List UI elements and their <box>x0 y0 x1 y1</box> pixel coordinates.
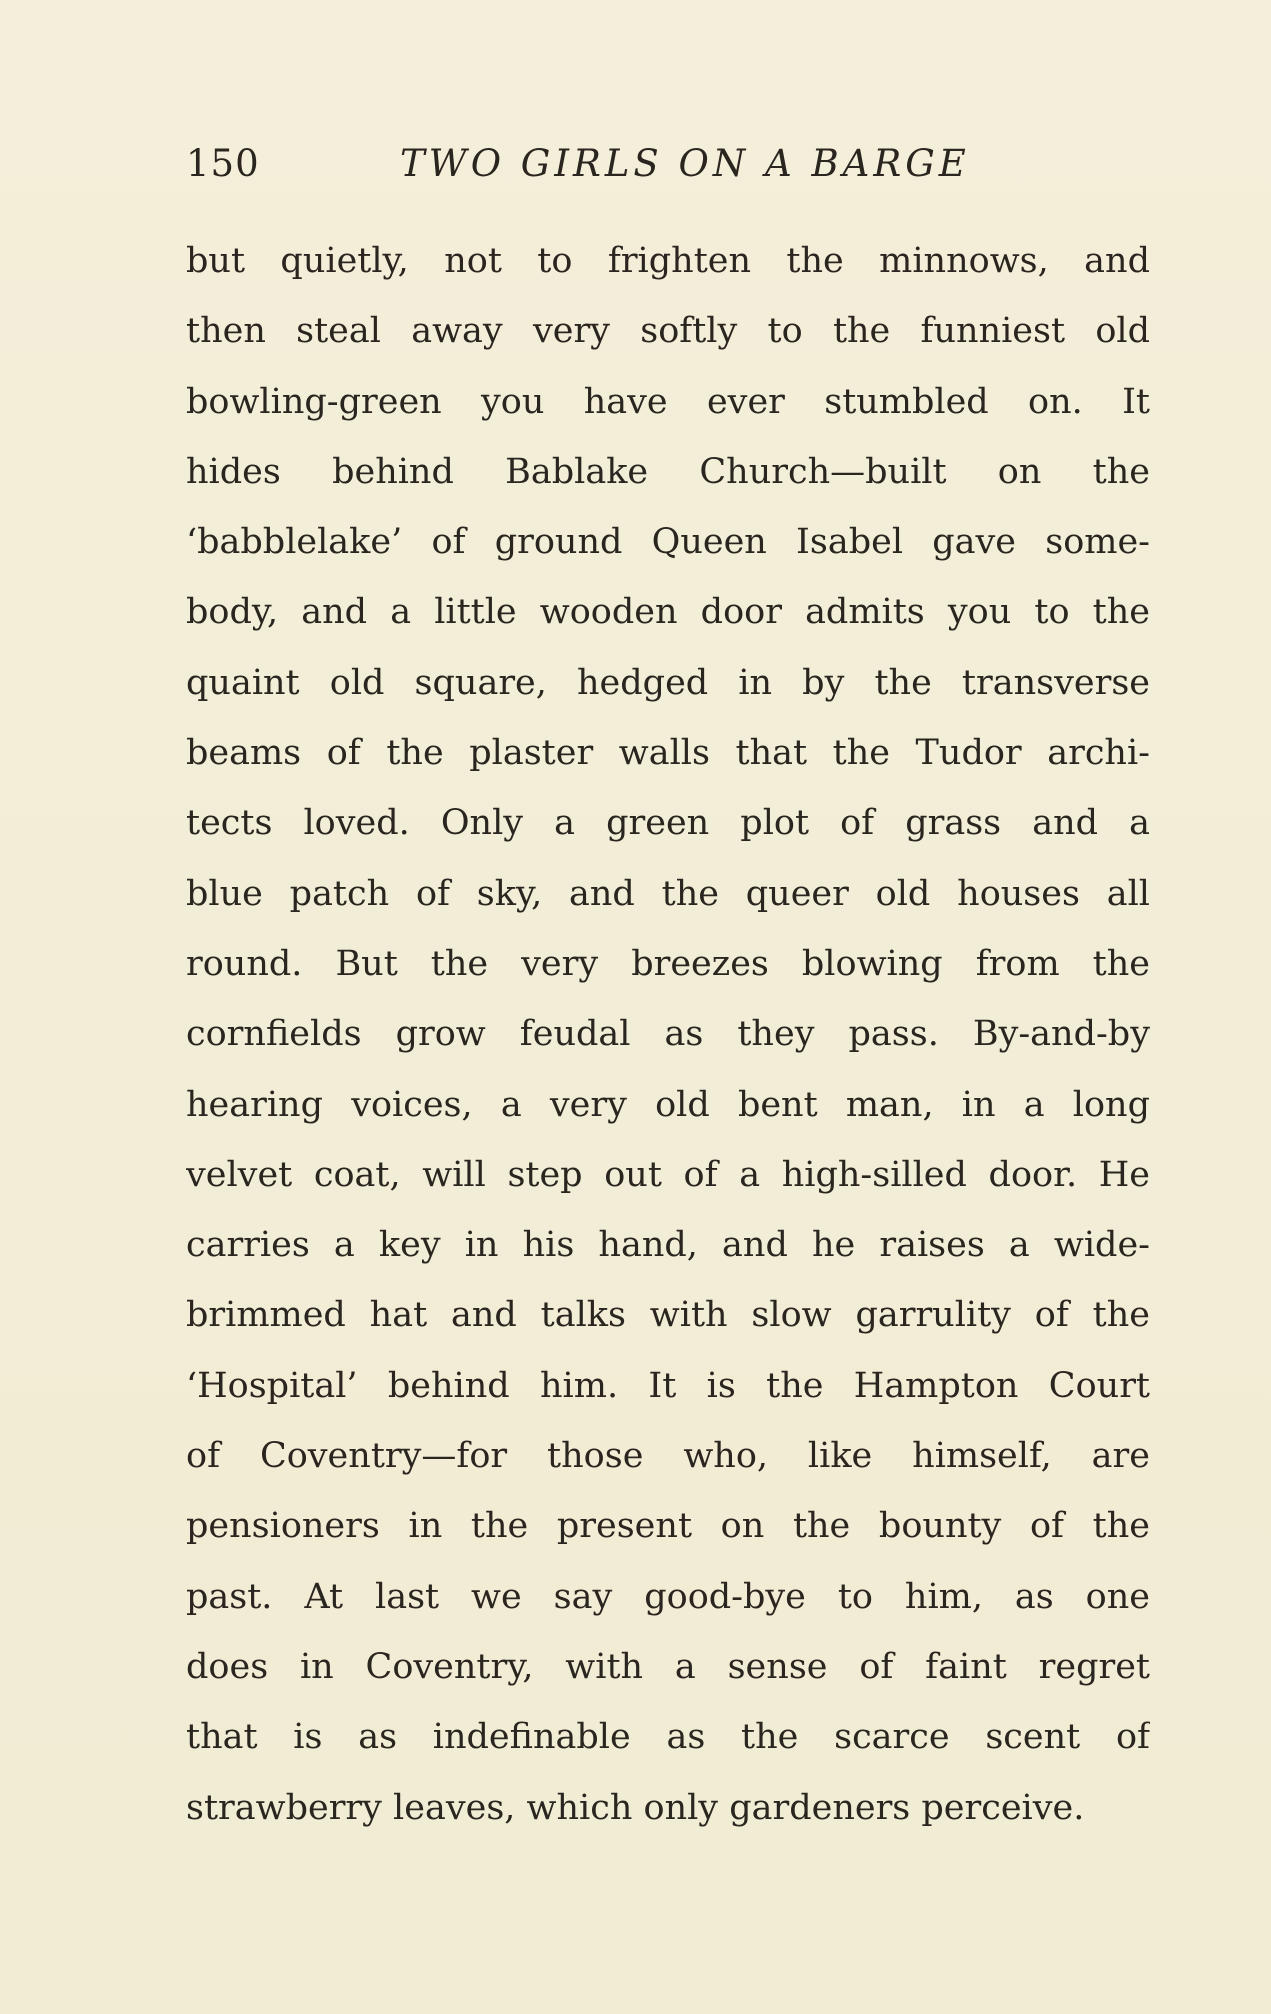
text-line: round. But the very breezes blowing from the <box>186 943 1150 984</box>
text-line: ‘babblelake’ of ground Queen Isabel gave some- <box>186 522 1150 563</box>
text-line: of Coventry—for those who, like himself, are <box>186 1436 1150 1477</box>
text-line: but quietly, not to frighten the minnows, and <box>186 241 1150 281</box>
text-line: hides behind Bablake Church—built on the <box>186 451 1150 492</box>
text-line: brimmed hat and talks with slow garrulity of the <box>186 1295 1150 1336</box>
text-line: does in Coventry, with a sense of faint regret <box>186 1646 1150 1687</box>
text-line: strawberry leaves, which only gardeners perceive. <box>186 1787 1085 1828</box>
text-line: blue patch of sky, and the queer old houses all <box>186 873 1150 914</box>
text-line: pensioners in the present on the bounty of the <box>186 1506 1150 1547</box>
running-head <box>186 134 1150 194</box>
running-title: TWO GIRLS ON A BARGE <box>400 142 970 185</box>
text-line: hearing voices, a very old bent man, in a long <box>186 1084 1150 1125</box>
text-line: velvet coat, will step out of a high-silled door. He <box>186 1154 1150 1195</box>
text-line: carries a key in his hand, and he raises a wide- <box>186 1225 1150 1266</box>
text-line: beams of the plaster walls that the Tudor archi- <box>186 733 1150 774</box>
text-line: ‘Hospital’ behind him. It is the Hampton Court <box>186 1365 1150 1406</box>
text-line: past. At last we say good-bye to him, as one <box>186 1576 1150 1617</box>
text-line: then steal away very softly to the funniest old <box>186 311 1150 352</box>
text-line: quaint old square, hedged in by the transverse <box>186 662 1150 703</box>
text-line: that is as indefinable as the scarce scent of <box>186 1717 1150 1758</box>
text-line: bowling-green you have ever stumbled on. It <box>186 381 1150 422</box>
body-text <box>186 226 1150 1843</box>
page-number: 150 <box>186 142 260 185</box>
text-line: tects loved. Only a green plot of grass and a <box>186 803 1150 844</box>
text-line: body, and a little wooden door admits you to the <box>186 592 1150 633</box>
text-line: cornfields grow feudal as they pass. By-and-by <box>186 1014 1150 1055</box>
